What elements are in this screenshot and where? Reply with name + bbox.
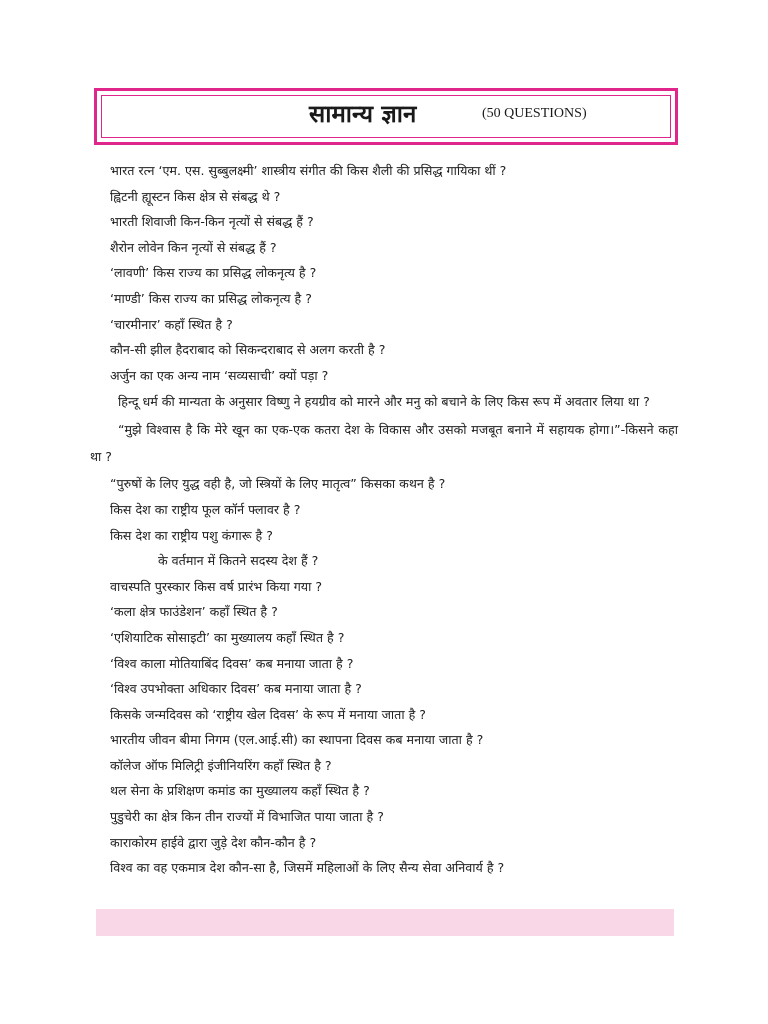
question-item: किस देश का राष्ट्रीय पशु कंगारू है ? xyxy=(110,527,273,543)
question-item: हिन्दू धर्म की मान्यता के अनुसार विष्णु ने हयग्रीव को मारने और मनु को बचाने के लिए किस रूप में अवतार लिया था ? xyxy=(118,394,650,410)
question-item: ‘एशियाटिक सोसाइटी’ का मुख्यालय कहाँ स्थित है ? xyxy=(110,629,345,645)
question-list xyxy=(90,158,678,881)
question-item: अर्जुन का एक अन्य नाम ‘सव्यसाची’ क्यों पड़ा ? xyxy=(110,367,329,383)
question-item: भारतीय जीवन बीमा निगम (एल.आई.सी) का स्थापना दिवस कब मनाया जाता है ? xyxy=(110,732,484,748)
page-subtitle: (50 QUESTIONS) xyxy=(482,106,587,121)
question-item: ‘चारमीनार’ कहाँ स्थित है ? xyxy=(110,316,233,332)
question-item: “पुरुषों के लिए युद्ध वही है, जो स्त्रियों के लिए मातृत्व” किसका कथन है ? xyxy=(110,476,446,492)
question-item: “मुझे विश्वास है कि मेरे खून का एक-एक कतरा देश के विकास और उसको मजबूत बनाने में सहायक होगा।”-किसने कहा था ? xyxy=(90,422,678,465)
question-item: कॉलेज ऑफ मिलिट्री इंजीनियरिंग कहाँ स्थित है ? xyxy=(110,757,332,773)
question-item: कौन-सी झील हैदराबाद को सिकन्दराबाद से अलग करती है ? xyxy=(110,342,386,358)
question-item: ‘विश्व काला मोतियाबिंद दिवस’ कब मनाया जाता है ? xyxy=(110,655,354,671)
question-item: काराकोरम हाईवे द्वारा जुड़े देश कौन-कौन है ? xyxy=(110,834,317,850)
question-item: वाचस्पति पुरस्कार किस वर्ष प्रारंभ किया गया ? xyxy=(110,578,323,594)
footer-band xyxy=(96,909,674,936)
page-title: सामान्य ज्ञान xyxy=(309,100,417,128)
question-item: ‘लावणी’ किस राज्य का प्रसिद्ध लोकनृत्य है ? xyxy=(110,265,317,281)
question-item: भारती शिवाजी किन-किन नृत्यों से संबद्ध हैं ? xyxy=(110,214,314,230)
question-item: थल सेना के प्रशिक्षण कमांड का मुख्यालय कहाँ स्थित है ? xyxy=(110,783,370,799)
question-item: किस देश का राष्ट्रीय फूल कॉर्न फ्लावर है ? xyxy=(110,501,301,517)
question-item: ‘विश्व उपभोक्ता अधिकार दिवस’ कब मनाया जाता है ? xyxy=(110,681,362,697)
title-box xyxy=(94,88,678,145)
question-item: ह्विटनी ह्यूस्टन किस क्षेत्र से संबद्ध थे ? xyxy=(110,188,281,204)
question-item: ‘माण्डी’ किस राज्य का प्रसिद्ध लोकनृत्य है ? xyxy=(110,290,312,306)
question-item: भारत रत्न ‘एम. एस. सुब्बुलक्ष्मी’ शास्त्रीय संगीत की किस शैली की प्रसिद्ध गायिका थीं ? xyxy=(110,163,507,178)
question-item: विश्व का वह एकमात्र देश कौन-सा है, जिसमें महिलाओं के लिए सैन्य सेवा अनिवार्य है ? xyxy=(110,860,505,876)
question-item: पुडुचेरी का क्षेत्र किन तीन राज्यों में विभाजित पाया जाता है ? xyxy=(110,809,384,825)
question-item: किसके जन्मदिवस को ‘राष्ट्रीय खेल दिवस’ के रूप में मनाया जाता है ? xyxy=(110,706,426,722)
question-item: के वर्तमान में कितने सदस्य देश हैं ? xyxy=(158,553,319,569)
question-item: ‘कला क्षेत्र फाउंडेशन’ कहाँ स्थित है ? xyxy=(110,604,278,620)
question-item: शैरोन लोवेन किन नृत्यों से संबद्ध हैं ? xyxy=(110,239,277,255)
